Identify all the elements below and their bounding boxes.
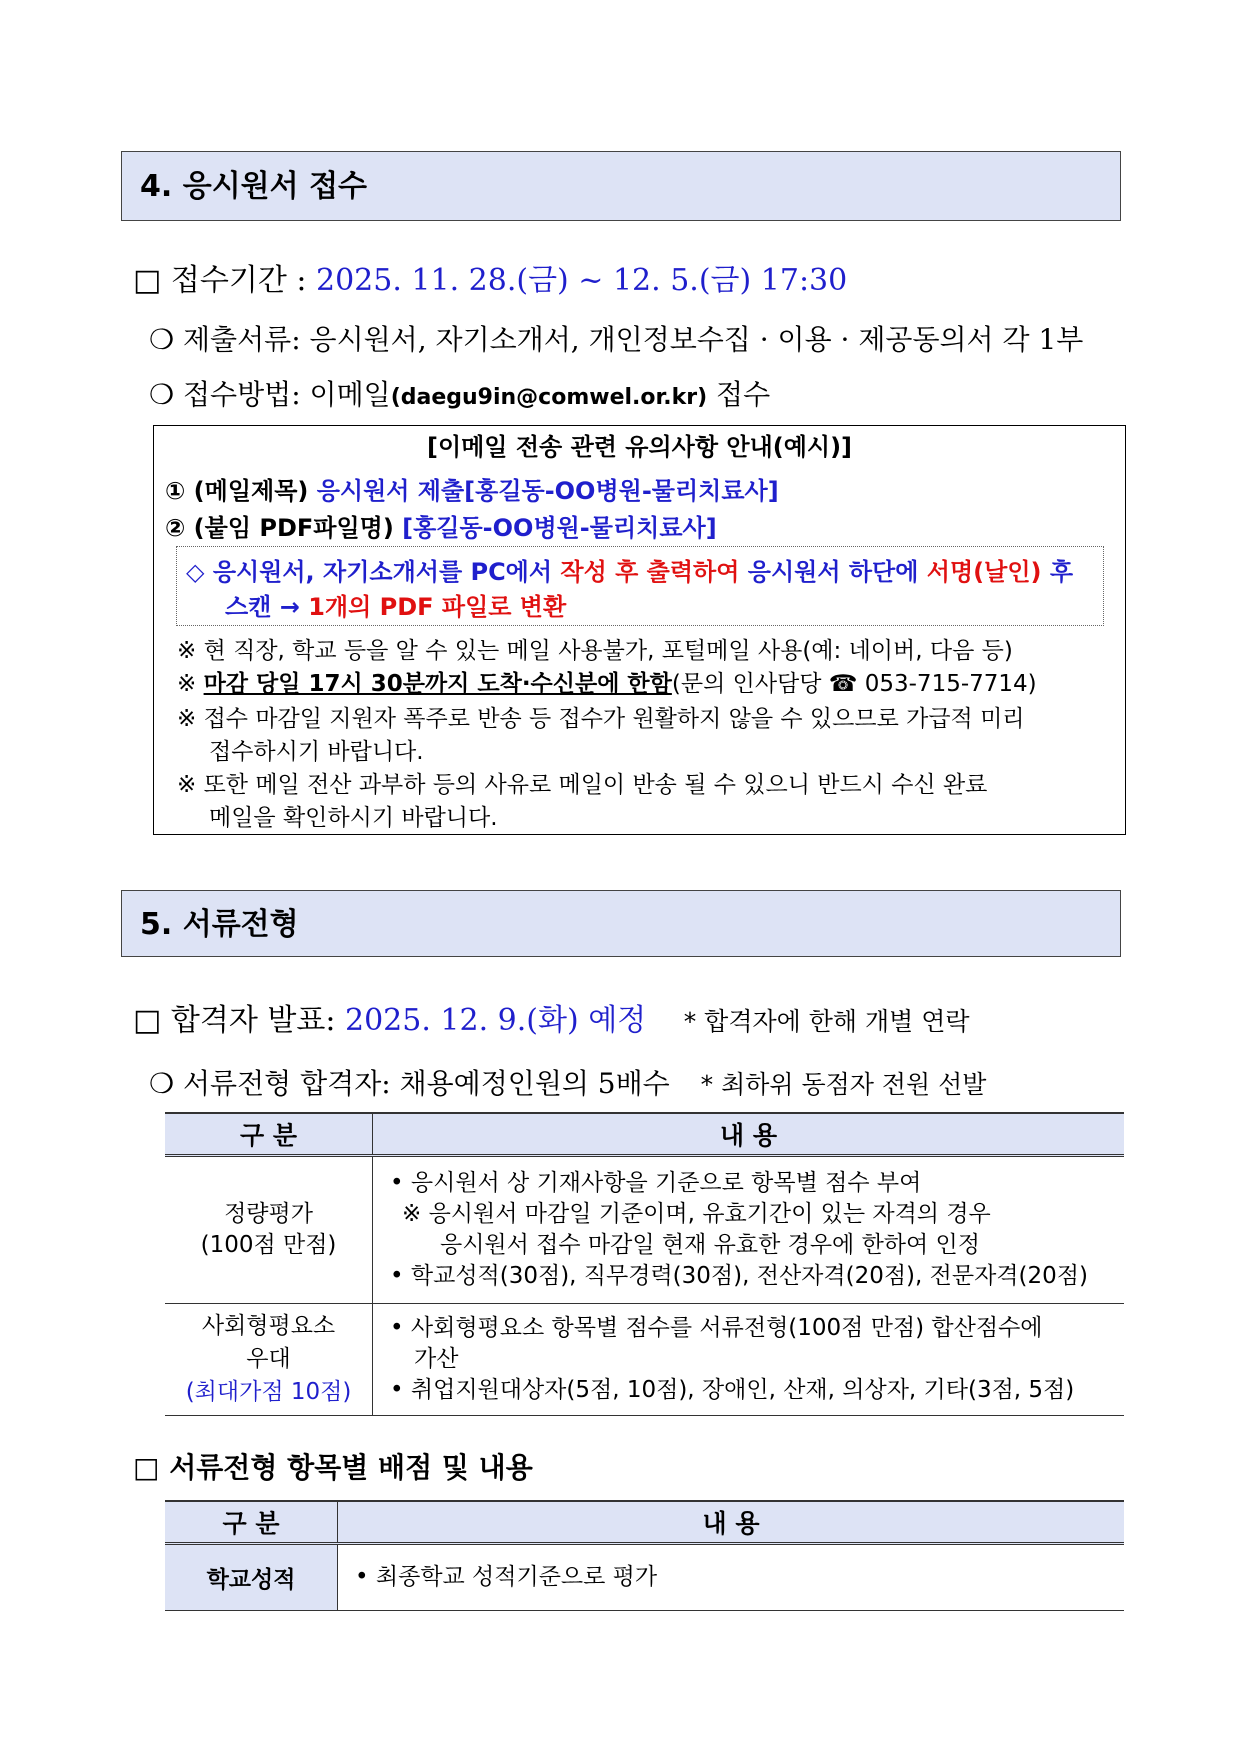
instruction-part-g: 1개의 PDF 파일로 변환 (308, 593, 567, 621)
notice-note-4a: ※ 또한 메일 전산 과부하 등의 사유로 메일이 반송 될 수 있으니 반드시 수신 완료 (177, 772, 988, 798)
row1-line2: ※ 응시원서 마감일 기준이며, 유효기간이 있는 자격의 경우 (402, 1201, 991, 1227)
pdf-instruction-line-2 (225, 587, 566, 622)
period-label: □ 접수기간 : (133, 263, 307, 298)
section-5-header (121, 890, 1121, 957)
pass-line (149, 1062, 986, 1102)
item1-label: ① (메일제목) (165, 477, 309, 505)
required-documents: ❍ 제출서류: 응시원서, 자기소개서, 개인정보수집 · 이용 · 제공동의서 각 1부 (149, 323, 1084, 356)
row1-category-line2: (100점 만점) (200, 1232, 337, 1258)
row1-category: 학교성적 (165, 1544, 338, 1611)
header-content: 내 용 (338, 1501, 1125, 1544)
method-email: (daegu9in@comwel.or.kr) (390, 385, 708, 410)
screening-table (165, 1112, 1124, 1416)
scoring-table (165, 1500, 1124, 1611)
row2-line1: • 사회형평요소 항목별 점수를 서류전형(100점 만점) 합산점수에 (390, 1315, 1043, 1341)
notice-note-4b: 메일을 확인하시기 바랍니다. (209, 805, 498, 831)
row2-line2: 가산 (414, 1346, 459, 1372)
instruction-part-a: ◇ 응시원서, 자기소개서를 PC에서 (186, 558, 553, 586)
item2-label: ② (붙임 PDF파일명) (165, 514, 394, 542)
section-4-title: 4. 응시원서 접수 (140, 169, 368, 204)
table-row (165, 1156, 1124, 1304)
application-method (149, 373, 770, 413)
instruction-part-b: 작성 후 출력하여 (560, 558, 740, 586)
announce-value: 2025. 12. 9.(화) 예정 (344, 1003, 647, 1038)
application-period (133, 255, 847, 299)
deadline-text: 마감 당일 17시 30분까지 도착·수신분에 한함 (203, 671, 672, 697)
instruction-part-c: 응시원서 하단에 (747, 558, 919, 586)
header-category: 구 분 (165, 1113, 373, 1156)
pass-text: ❍ 서류전형 합격자: 채용예정인원의 5배수 (149, 1067, 670, 1100)
notice-note-3a: ※ 접수 마감일 지원자 폭주로 반송 등 접수가 원활하지 않을 수 있으므로 가급적 미리 (177, 706, 1025, 732)
header-category: 구 분 (165, 1501, 338, 1544)
row2-category-line2: 우대 (246, 1346, 291, 1372)
table-row (165, 1304, 1124, 1416)
row2-category-line3: (최대가점 10점) (185, 1379, 352, 1405)
instruction-part-f: 스캔 → (225, 593, 300, 621)
inquiry-text: (문의 인사담당 ☎ 053-715-7714) (671, 671, 1037, 697)
row1-line4: • 학교성적(30점), 직무경력(30점), 전산자격(20점), 전문자격(20점) (390, 1263, 1088, 1289)
header-content: 내 용 (373, 1113, 1125, 1156)
announce-note: * 합격자에 한해 개별 연락 (683, 1007, 970, 1036)
announce-label: □ 합격자 발표: (133, 1003, 336, 1038)
scoring-title: □ 서류전형 항목별 배점 및 내용 (133, 1451, 533, 1484)
method-suffix: 접수 (716, 378, 771, 411)
row1-category (165, 1156, 373, 1304)
section-5-title: 5. 서류전형 (140, 907, 299, 942)
instruction-part-d: 서명(날인) (926, 558, 1042, 586)
notice-note-1: ※ 현 직장, 학교 등을 알 수 있는 메일 사용불가, 포털메일 사용(예: 네이버, 다음 등) (177, 638, 1013, 664)
notice-item-1 (165, 471, 779, 506)
row2-category (165, 1304, 373, 1416)
method-prefix: ❍ 접수방법: 이메일 (149, 378, 391, 411)
row2-content (373, 1304, 1125, 1416)
notice-item-2 (165, 508, 717, 543)
notice-title: [이메일 전송 관련 유의사항 안내(예시)] (426, 433, 853, 461)
notice-note-2: ※ 마감 당일 17시 30분까지 도착·수신분에 한함(문의 인사담당 ☎ 053-715-7714) (177, 671, 1037, 697)
pdf-instruction-line-1 (186, 552, 1073, 587)
table-row (165, 1544, 1124, 1611)
row1-line1: • 최종학교 성적기준으로 평가 (355, 1564, 658, 1590)
row1-line3: 응시원서 접수 마감일 현재 유효한 경우에 한하여 인정 (440, 1232, 980, 1258)
row1-category-line1: 정량평가 (224, 1201, 313, 1227)
row2-category-line1: 사회형평요소 (201, 1313, 336, 1339)
section-4-header (121, 151, 1121, 221)
item1-value: 응시원서 제출[홍길동-OO병원-물리치료사] (316, 477, 779, 505)
pass-note: * 최하위 동점자 전원 선발 (700, 1070, 987, 1099)
notice-note-3b: 접수하시기 바랍니다. (209, 739, 424, 765)
period-value: 2025. 11. 28.(금) ~ 12. 5.(금) 17:30 (316, 263, 848, 298)
row1-line1: • 응시원서 상 기재사항을 기준으로 항목별 점수 부여 (390, 1170, 922, 1196)
row1-content (338, 1544, 1125, 1611)
announcement-line (133, 995, 970, 1039)
table-header-row (165, 1501, 1124, 1544)
instruction-part-e: 후 (1049, 558, 1074, 586)
table-header-row (165, 1113, 1124, 1156)
item2-value: [홍길동-OO병원-물리치료사] (402, 514, 717, 542)
row2-line3: • 취업지원대상자(5점, 10점), 장애인, 산재, 의상자, 기타(3점, 5점) (390, 1377, 1075, 1403)
row1-content (373, 1156, 1125, 1304)
